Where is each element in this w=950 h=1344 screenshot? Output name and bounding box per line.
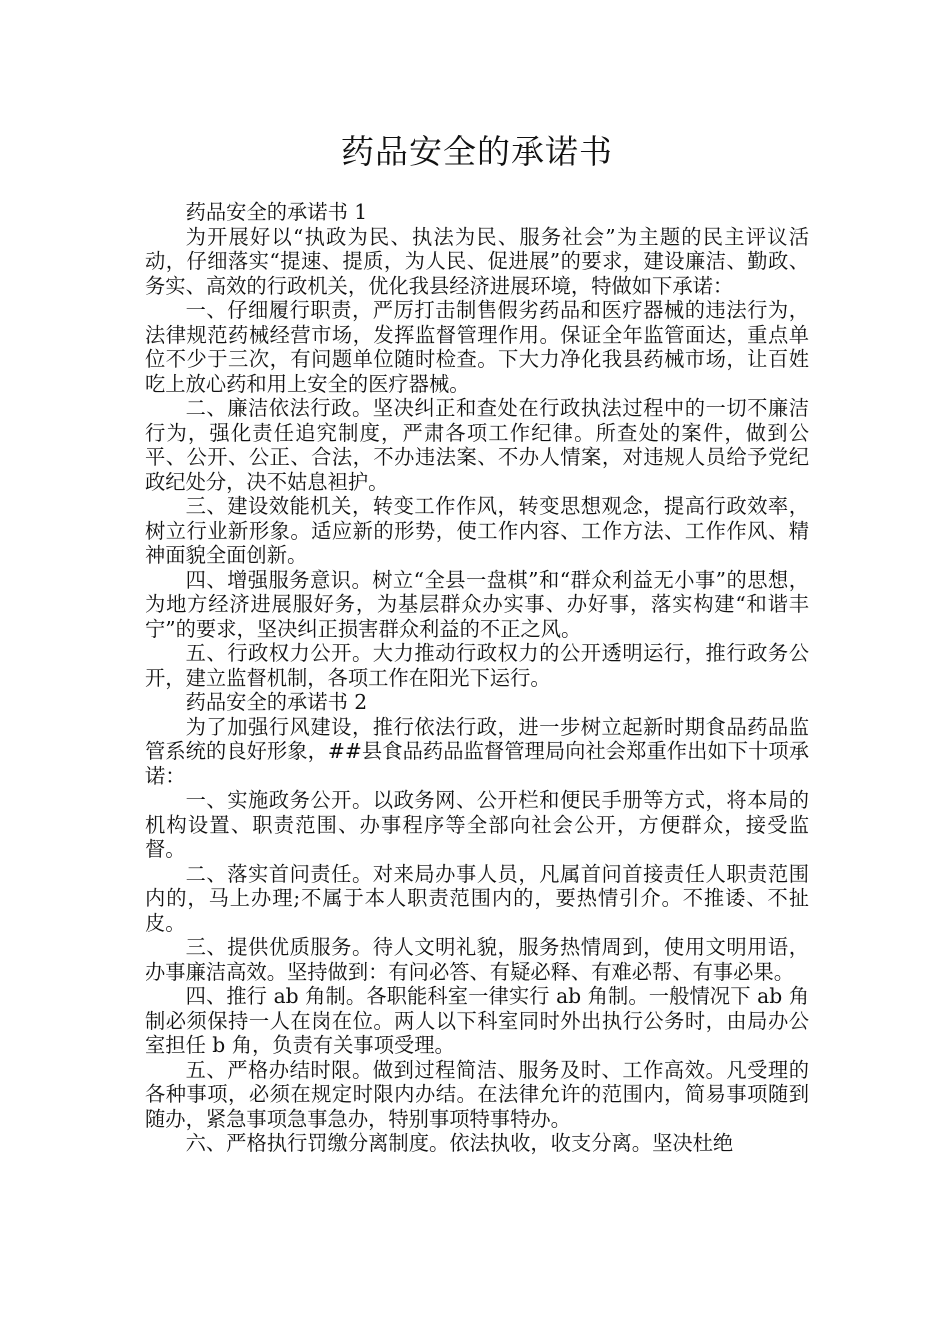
paragraph: 四、推行 ab 角制。各职能科室一律实行 ab 角制。一般情况下 ab 角制必须保持一人在岗在位。两人以下科室同时外出执行公务时，由局办公室担任 b 角，负责有关事项受理。 bbox=[145, 984, 809, 1057]
paragraph: 五、严格办结时限。做到过程简洁、服务及时、工作高效。凡受理的各种事项，必须在规定时限内办结。在法律允许的范围内，简易事项随到随办，紧急事项急事急办，特别事项特事特办。 bbox=[145, 1057, 809, 1131]
paragraph: 为开展好以“执政为民、执法为民、服务社会”为主题的民主评议活动，仔细落实“提速、提质，为人民、促进展”的要求，建设廉洁、勤政、务实、高效的行政机关，优化我县经济进展环境，特做如下承诺： bbox=[145, 224, 809, 298]
section-heading-1: 药品安全的承诺书 1 bbox=[185, 200, 368, 224]
paragraph: 一、实施政务公开。以政务网、公开栏和便民手册等方式，将本局的机构设置、职责范围、办事程序等全部向社会公开，方便群众，接受监督。 bbox=[145, 788, 809, 861]
document-title: 药品安全的承诺书 bbox=[341, 132, 613, 171]
document-page bbox=[145, 128, 809, 1156]
paragraph: 六、严格执行罚缴分离制度。依法执收，收支分离。坚决杜绝 bbox=[185, 1131, 734, 1155]
document-body bbox=[145, 200, 809, 1156]
paragraph: 三、建设效能机关，转变工作作风，转变思想观念，提高行政效率，树立行业新形象。适应新的形势，使工作内容、工作方法、工作作风、精神面貌全面创新。 bbox=[145, 494, 809, 567]
paragraph: 二、落实首问责任。对来局办事人员，凡属首问首接责任人职责范围内的，马上办理;不属于本人职责范围内的，要热情引介。不推诿、不扯皮。 bbox=[145, 861, 809, 935]
paragraph: 五、行政权力公开。大力推动行政权力的公开透明运行，推行政务公开，建立监督机制，各项工作在阳光下运行。 bbox=[145, 641, 809, 690]
paragraph: 为了加强行风建设，推行依法行政，进一步树立起新时期食品药品监管系统的良好形象，##县食品药品监督管理局向社会郑重作出如下十项承诺： bbox=[145, 714, 809, 788]
paragraph: 一、仔细履行职责，严厉打击制售假劣药品和医疗器械的违法行为，法律规范药械经营市场，发挥监督管理作用。保证全年监管面达，重点单位不少于三次，有问题单位随时检查。下大力净化我县药械市场，让百姓吃上放心药和用上安全的医疗器械。 bbox=[145, 298, 809, 396]
paragraph: 三、提供优质服务。待人文明礼貌，服务热情周到，使用文明用语，办事廉洁高效。坚持做到：有问必答、有疑必释、有难必帮、有事必果。 bbox=[145, 935, 809, 984]
paragraph: 四、增强服务意识。树立“全县一盘棋”和“群众利益无小事”的思想，为地方经济进展服好务，为基层群众办实事、办好事，落实构建“和谐丰宁”的要求，坚决纠正损害群众利益的不正之风。 bbox=[145, 567, 809, 641]
section-heading-2: 药品安全的承诺书 2 bbox=[185, 690, 368, 714]
paragraph: 二、廉洁依法行政。坚决纠正和查处在行政执法过程中的一切不廉洁行为，强化责任追究制度，严肃各项工作纪律。所查处的案件，做到公平、公开、公正、合法，不办违法案、不办人情案，对违规人员给予党纪政纪处分，决不姑息袒护。 bbox=[145, 396, 809, 494]
